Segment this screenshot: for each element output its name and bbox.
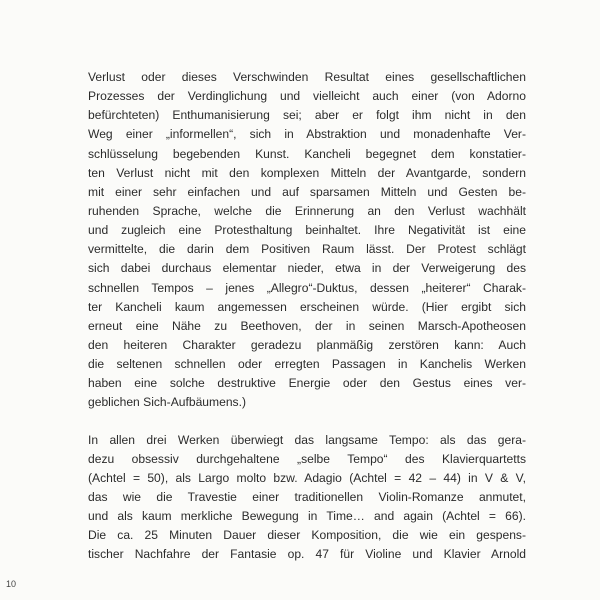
text-line: Weg einer „informellen“, sich in Abstraktion und monadenhafte Ver- [88, 127, 526, 142]
text-line: und zugleich eine Protesthaltung beinhaltet. Ihre Negativität ist eine [88, 223, 526, 238]
page-number: 10 [6, 579, 17, 589]
text-line: ruhenden Sprache, welche die Erinnerung an den Verlust wachhält [88, 203, 526, 218]
body-text-column [88, 68, 526, 565]
text-line: die seltenen schnellen oder erregten Passagen in Kanchelis Werken [88, 357, 526, 372]
text-line: mit einer sehr einfachen und auf sparsamen Mitteln und Gesten be- [88, 184, 526, 199]
text-line: den heiteren Charakter geradezu planmäßig zerstören kann: Auch [88, 337, 526, 352]
text-line: In allen drei Werken überwiegt das langsame Tempo: als das gera- [88, 432, 526, 447]
text-line: Verlust oder dieses Verschwinden Resultat eines gesellschaftlichen [88, 70, 526, 84]
text-line: und als kaum merkliche Bewegung in Time… and again (Achtel = 66). [88, 509, 526, 524]
text-line: Die ca. 25 Minuten Dauer dieser Komposition, die wie ein gespens- [88, 528, 526, 543]
text-line: befürchteten) Enthumanisierung sei; aber er folgt ihm nicht in den [88, 108, 526, 123]
text-line: ten Verlust nicht mit den komplexen Mitteln der Avantgarde, sondern [88, 165, 526, 180]
text-line: tischer Nachfahre der Fantasie op. 47 für Violine und Klavier Arnold [88, 547, 526, 562]
paragraph-2 [88, 431, 526, 565]
text-line: erneut eine Nähe zu Beethoven, der in seinen Marsch-Apotheosen [88, 318, 526, 333]
text-line: Prozesses der Verdinglichung und vielleicht auch einer (von Adorno [88, 89, 526, 104]
text-line: (Achtel = 50), als Largo molto bzw. Adagio (Achtel = 42 – 44) in V & V, [88, 470, 526, 485]
paragraph-1 [88, 68, 526, 413]
text-line: schnellen Tempos – jenes „Allegro“-Duktus, dessen „heiterer“ Charak- [88, 280, 526, 295]
text-line: schlüsselung begebenden Kunst. Kancheli begegnet dem konstatier- [88, 146, 526, 161]
text-line: vermittelte, die darin dem Positiven Raum lässt. Der Protest schlägt [88, 242, 526, 257]
text-line: dezu obsessiv durchgehaltene „selbe Tempo“ des Klavierquartetts [88, 451, 526, 466]
text-line: ter Kancheli kaum angemessen erscheinen würde. (Hier ergibt sich [88, 299, 526, 314]
text-line: sich dabei durchaus elementar nieder, etwa in der Verweigerung des [88, 261, 526, 276]
text-line: haben eine solche destruktive Energie oder den Gestus eines ver- [88, 376, 526, 391]
text-line: das wie die Travestie einer traditionellen Violin-Romanze anmutet, [88, 489, 526, 504]
paragraph-spacer [88, 413, 526, 431]
text-line: geblichen Sich-Aufbäumens.) [88, 395, 246, 410]
